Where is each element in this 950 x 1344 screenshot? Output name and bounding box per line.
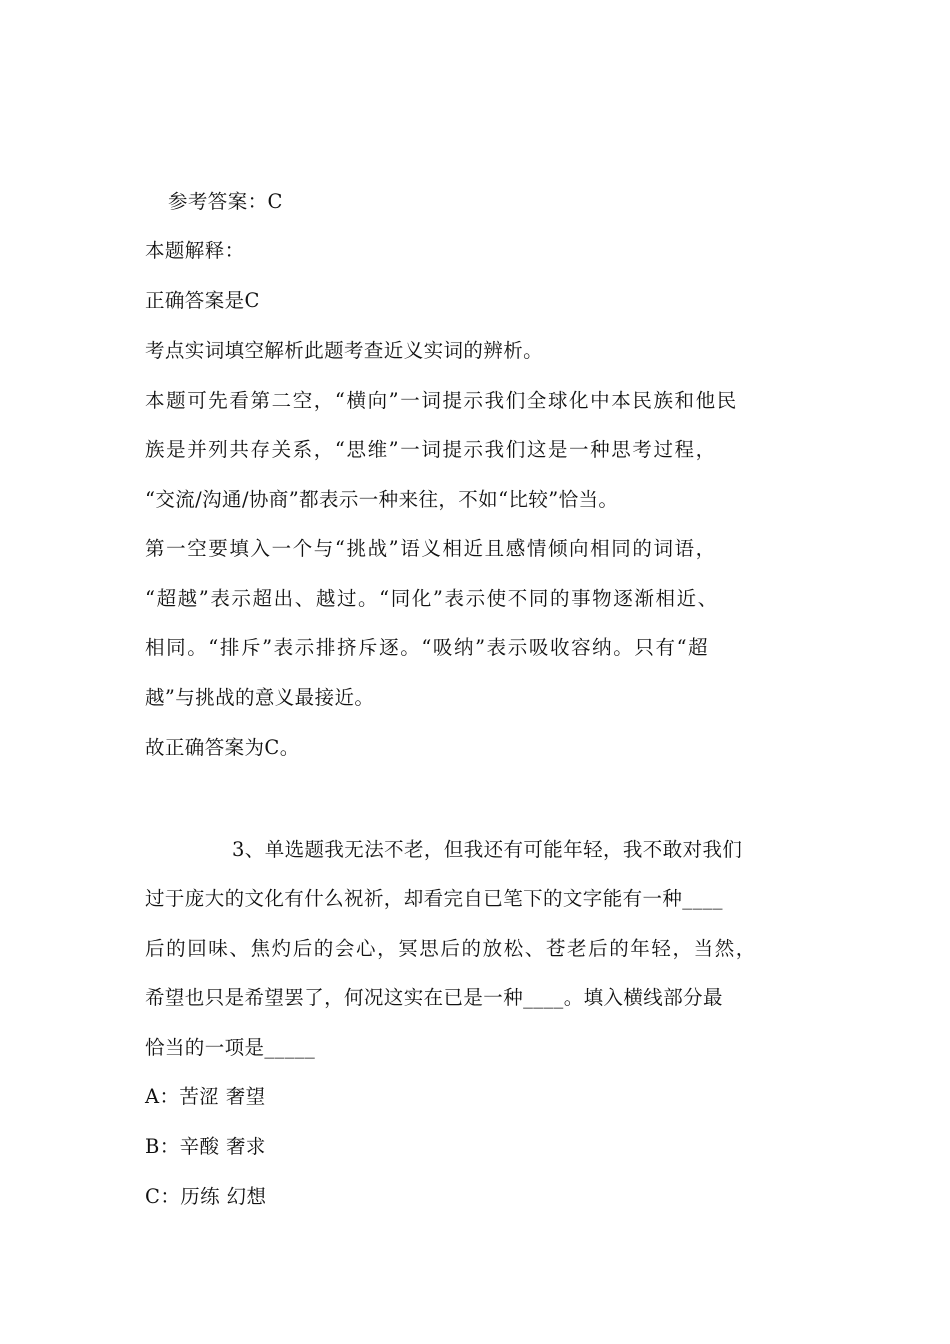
option-a: A：苦涩 奢望: [145, 1085, 266, 1108]
option-b: B：辛酸 奢求: [145, 1135, 266, 1158]
explanation-line: 本题可先看第二空，“横向”一词提示我们全球化中本民族和他民: [145, 389, 738, 412]
question-stem-line: 恰当的一项是_____: [145, 1036, 316, 1059]
option-c: C：历练 幻想: [145, 1185, 267, 1208]
question-stem-line: 后的回味、焦灼后的会心，冥思后的放松、苍老后的年轻，当然，: [145, 937, 757, 960]
explanation-line: 越”与挑战的意义最接近。: [145, 686, 375, 709]
question-stem-line: 3、单选题我无法不老，但我还有可能年轻，我不敢对我们: [232, 838, 743, 861]
explanation-line: 族是并列共存关系，“思维”一词提示我们这是一种思考过程，: [145, 438, 717, 461]
correct-answer: 正确答案是C: [145, 289, 260, 312]
explanation-line: 考点实词填空解析此题考查近义实词的辨析。: [145, 339, 544, 362]
question-stem-line: 希望也只是希望罢了，何况这实在已是一种____。填入横线部分最: [145, 986, 723, 1009]
question-stem-line: 过于庞大的文化有什么祝祈，却看完自已笔下的文字能有一种____: [145, 887, 723, 910]
final-answer-line: 故正确答案为C。: [145, 736, 300, 759]
explanation-label: 本题解释：: [145, 239, 245, 262]
explanation-line: 第一空要填入一个与“挑战”语义相近且感情倾向相同的词语，: [145, 537, 717, 560]
explanation-line: 相同。“排斥”表示排挤斥逐。“吸纳”表示吸收容纳。只有“超: [145, 636, 710, 659]
reference-answer: 参考答案：C: [168, 190, 283, 213]
explanation-line: “交流/沟通/协商”都表示一种来往，不如“比较”恰当。: [145, 488, 619, 511]
explanation-line: “超越”表示超出、越过。“同化”表示使不同的事物逐渐相近、: [145, 587, 719, 610]
